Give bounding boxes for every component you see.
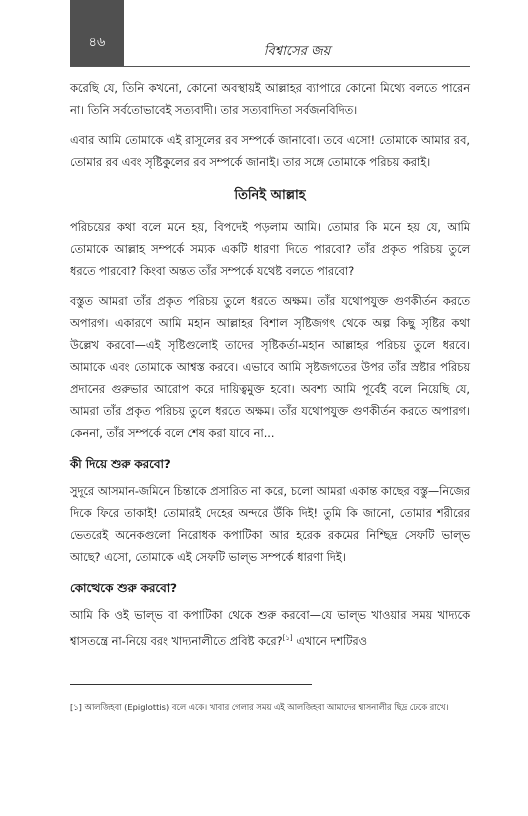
sub-heading-1: কী দিয়ে শুরু করবো? — [70, 457, 171, 471]
paragraph-6-text-b: এখানে দশটিরও — [292, 634, 367, 648]
section-title: তিনিই আল্লাহ — [234, 188, 306, 203]
paragraph-3: পরিচয়ের কথা বলে মনে হয়, বিপদেই পড়লাম আমি। তোমার কি মনে হয় যে, আমি তোমাকে আল্লাহ সম্পর্কে সম্যক একটি ধারণা দিতে পারবো? তাঁর প্রকৃত পরিচয় তুলে ধরতে পারবো? কিংবা অন্তত তাঁর সম্পর্কে যথেষ্ট বলতে পারবো? — [70, 221, 470, 278]
footnote-reference[interactable]: [১] — [282, 634, 293, 642]
page-number-tab — [70, 0, 124, 66]
paragraph-6 — [70, 605, 470, 653]
paragraph-2: এবার আমি তোমাকে এই রাসূলের রব সম্পর্কে জানাবো। তবে এসো! তোমাকে আমার রব, তোমার রব এবং সৃষ্টিকুলের রব সম্পর্কে জানাই। তার সঙ্গে তোমাকে পরিচয় করাই। — [70, 134, 470, 169]
paragraph-4: বস্তুত আমরা তাঁর প্রকৃত পরিচয় তুলে ধরতে অক্ষম। তাঁর যথোপযুক্ত গুণকীর্তন করতে অপারগ। একারণে আমি মহান আল্লাহর বিশাল সৃষ্টিজগৎ থেকে অল্প কিছু সৃষ্টির কথা উল্লেখ করবো—এই সৃষ্টিগুলোই তাদের সৃষ্টিকর্তা-মহান আল্লাহর পরিচয় তুলে ধরবে। আমাকে এবং তোমাকে আশ্বস্ত করবে। এভাবে আমি সৃষ্টজগতের উপর তাঁর স্রষ্টার পরিচয় প্রদানের গুরুভার আরোপ করে দায়িত্বমুক্ত হবো। অবশ্য আমি পূর্বেই বলে নিয়েছি যে, আমরা তাঁর প্রকৃত পরিচয় তুলে ধরতে অক্ষম। তাঁর যথোপযুক্ত গুণকীর্তন করতে অপারগ। কেননা, তাঁর সম্পর্কে বলে শেষ করা যাবে না... — [70, 295, 470, 440]
paragraph-5: সুদূরে আসমান-জমিনে চিন্তাকে প্রসারিত না করে, চলো আমরা একান্ত কাছের বস্তু—নিজের দিকে ফিরে তাকাই! তোমারই দেহের অন্দরে উঁকি দিই! তুমি কি জানো, তোমার শরীরের ভেতরেই অনেকগুলো নিরোধক কপাটিকা আর হরেক রকমের নিশ্ছিদ্র সেফটি ভাল্‌ভ আছে? এসো, তোমাকে এই সেফটি ভাল্‌ভ সম্পর্কে ধারণা দিই। — [70, 485, 470, 564]
header-rule — [70, 66, 470, 67]
footnote: [১] আলজিহবা (Epiglottis) বলে একে। খাবার গেলার সময় এই আলজিহবা আমাদের শ্বাসনালীর ছিদ্র ঢেকে রাখে। — [70, 702, 449, 712]
sub-heading-2: কোত্থেকে শুরু করবো? — [70, 581, 177, 595]
page-number: ৪৬ — [88, 35, 106, 50]
paragraph-1: করেছি যে, তিনি কখনো, কোনো অবস্থায়ই আল্লাহর ব্যাপারে কোনো মিথ্যে বলতে পারেন না। তিনি সর্বতোভাবেই সত্যবাদী। তার সত্যবাদিতা সর্বজনবিদিত। — [70, 82, 470, 117]
footnote-rule — [70, 684, 312, 685]
paragraph-6-text-a: আমি কি ওই ভাল্‌ভ বা কপাটিকা থেকে শুরু করবো—যে ভাল্‌ভ খাওয়ার সময় খাদ্যকে শ্বাসতন্ত্রে না-নিয়ে বরং খাদ্যনালীতে প্রবিষ্ট করে? — [70, 609, 470, 648]
page-body — [70, 78, 470, 661]
running-title: বিশ্বাসের জয় — [263, 44, 331, 59]
